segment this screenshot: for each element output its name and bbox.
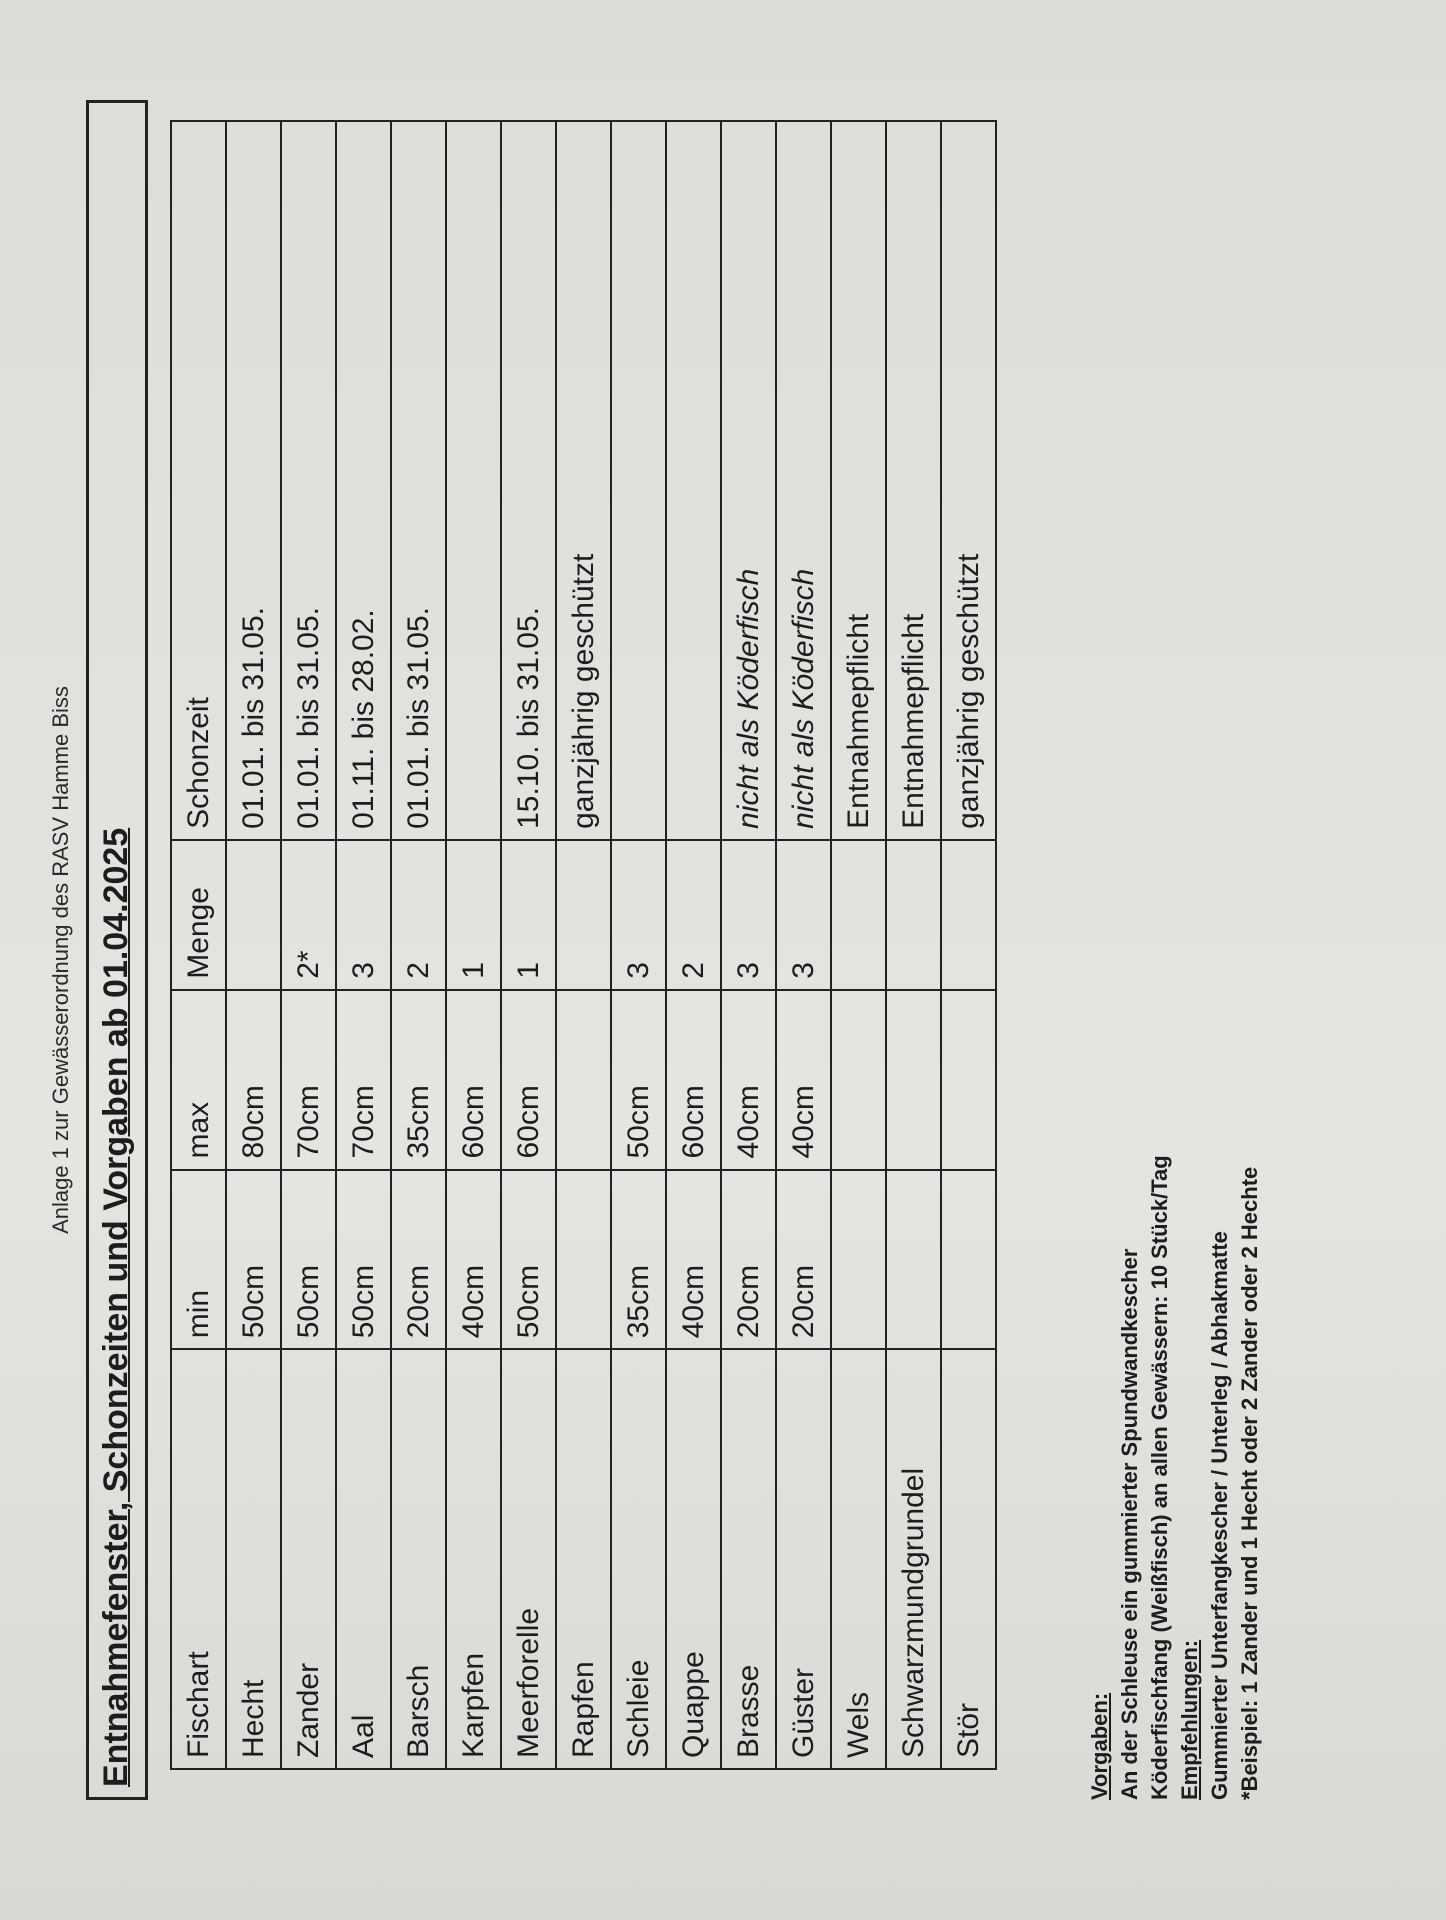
empfehlungen-heading: Empfehlungen: xyxy=(1177,1639,1202,1800)
cell-fischart: Aal xyxy=(336,1349,391,1769)
cell-max: 60cm xyxy=(666,990,721,1170)
col-header-min: min xyxy=(171,1170,226,1350)
vorgaben-line-1: An der Schleuse ein gummierter Spundwandkescher xyxy=(1117,1248,1142,1800)
cell-min: 50cm xyxy=(336,1170,391,1350)
table-row xyxy=(501,121,556,1769)
cell-fischart: Brasse xyxy=(721,1349,776,1769)
table-row xyxy=(391,121,446,1769)
cell-min: 35cm xyxy=(611,1170,666,1350)
cell-fischart: Meerforelle xyxy=(501,1349,556,1769)
empfehlungen-line-1: Gummierter Unterfangkescher / Unterleg / Abhakmatte xyxy=(1207,1231,1232,1800)
col-header-menge: Menge xyxy=(171,840,226,990)
cell-max: 70cm xyxy=(336,990,391,1170)
document-title: Entnahmefenster, Schonzeiten und Vorgaben ab 01.04.2025 xyxy=(97,827,135,1787)
cell-min: 20cm xyxy=(776,1170,831,1350)
cell-fischart: Hecht xyxy=(226,1349,281,1769)
cell-menge: 2 xyxy=(391,840,446,990)
cell-max: 80cm xyxy=(226,990,281,1170)
cell-menge xyxy=(941,840,996,990)
cell-menge: 1 xyxy=(446,840,501,990)
cell-min: 20cm xyxy=(721,1170,776,1350)
cell-max xyxy=(886,990,941,1170)
cell-fischart: Schwarzmundgrundel xyxy=(886,1349,941,1769)
table-row xyxy=(611,121,666,1769)
cell-fischart: Zander xyxy=(281,1349,336,1769)
cell-schonzeit: 01.01. bis 31.05. xyxy=(226,121,281,840)
cell-fischart: Quappe xyxy=(666,1349,721,1769)
cell-fischart: Barsch xyxy=(391,1349,446,1769)
cell-menge: 3 xyxy=(721,840,776,990)
cell-fischart: Rapfen xyxy=(556,1349,611,1769)
table-row xyxy=(281,121,336,1769)
cell-schonzeit: 15.10. bis 31.05. xyxy=(501,121,556,840)
table-row xyxy=(446,121,501,1769)
cell-max: 70cm xyxy=(281,990,336,1170)
cell-fischart: Wels xyxy=(831,1349,886,1769)
cell-menge xyxy=(886,840,941,990)
cell-schonzeit: nicht als Köderfisch xyxy=(721,121,776,840)
table-row xyxy=(941,121,996,1769)
cell-max xyxy=(556,990,611,1170)
footnote: *Beispiel: 1 Zander und 1 Hecht oder 2 Zander oder 2 Hechte xyxy=(1237,1166,1262,1800)
cell-fischart: Stör xyxy=(941,1349,996,1769)
table-row xyxy=(776,121,831,1769)
cell-min: 50cm xyxy=(281,1170,336,1350)
cell-schonzeit xyxy=(666,121,721,840)
cell-min xyxy=(941,1170,996,1350)
cell-max: 60cm xyxy=(446,990,501,1170)
cell-min xyxy=(886,1170,941,1350)
cell-schonzeit: 01.01. bis 31.05. xyxy=(391,121,446,840)
cell-menge xyxy=(556,840,611,990)
cell-menge: 3 xyxy=(336,840,391,990)
notes-section xyxy=(1085,100,1265,1800)
cell-min xyxy=(556,1170,611,1350)
cell-schonzeit: ganzjährig geschützt xyxy=(941,121,996,840)
document-header: Anlage 1 zur Gewässerordnung des RASV Hamme Biss xyxy=(48,686,73,1234)
cell-menge xyxy=(226,840,281,990)
cell-schonzeit: nicht als Köderfisch xyxy=(776,121,831,840)
cell-max: 40cm xyxy=(721,990,776,1170)
cell-max: 40cm xyxy=(776,990,831,1170)
cell-min: 40cm xyxy=(446,1170,501,1350)
cell-schonzeit: Entnahmepflicht xyxy=(886,121,941,840)
cell-fischart: Karpfen xyxy=(446,1349,501,1769)
cell-schonzeit xyxy=(611,121,666,840)
vorgaben-line-2: Köderfischfang (Weißfisch) an allen Gewässern: 10 Stück/Tag xyxy=(1147,1155,1172,1800)
cell-menge: 3 xyxy=(776,840,831,990)
cell-schonzeit: ganzjährig geschützt xyxy=(556,121,611,840)
table-row xyxy=(831,121,886,1769)
table-header-row xyxy=(171,121,226,1769)
cell-min: 50cm xyxy=(501,1170,556,1350)
cell-min: 20cm xyxy=(391,1170,446,1350)
cell-max: 50cm xyxy=(611,990,666,1170)
cell-max xyxy=(941,990,996,1170)
cell-max xyxy=(831,990,886,1170)
cell-menge xyxy=(831,840,886,990)
cell-schonzeit xyxy=(446,121,501,840)
cell-menge: 2 xyxy=(666,840,721,990)
cell-min xyxy=(831,1170,886,1350)
cell-min: 40cm xyxy=(666,1170,721,1350)
cell-menge: 1 xyxy=(501,840,556,990)
col-header-schonzeit: Schonzeit xyxy=(171,121,226,840)
cell-schonzeit: 01.01. bis 31.05. xyxy=(281,121,336,840)
table-row xyxy=(556,121,611,1769)
col-header-fischart: Fischart xyxy=(171,1349,226,1769)
col-header-max: max xyxy=(171,990,226,1170)
cell-max: 35cm xyxy=(391,990,446,1170)
table-row xyxy=(886,121,941,1769)
vorgaben-heading: Vorgaben: xyxy=(1087,1692,1112,1800)
table-row xyxy=(336,121,391,1769)
table-row xyxy=(666,121,721,1769)
cell-fischart: Güster xyxy=(776,1349,831,1769)
fish-rules-table xyxy=(170,120,997,1770)
cell-schonzeit: Entnahmepflicht xyxy=(831,121,886,840)
cell-max: 60cm xyxy=(501,990,556,1170)
document-title-box xyxy=(86,100,148,1800)
table-row xyxy=(226,121,281,1769)
cell-menge: 2* xyxy=(281,840,336,990)
cell-min: 50cm xyxy=(226,1170,281,1350)
cell-fischart: Schleie xyxy=(611,1349,666,1769)
table-row xyxy=(721,121,776,1769)
cell-menge: 3 xyxy=(611,840,666,990)
cell-schonzeit: 01.11. bis 28.02. xyxy=(336,121,391,840)
